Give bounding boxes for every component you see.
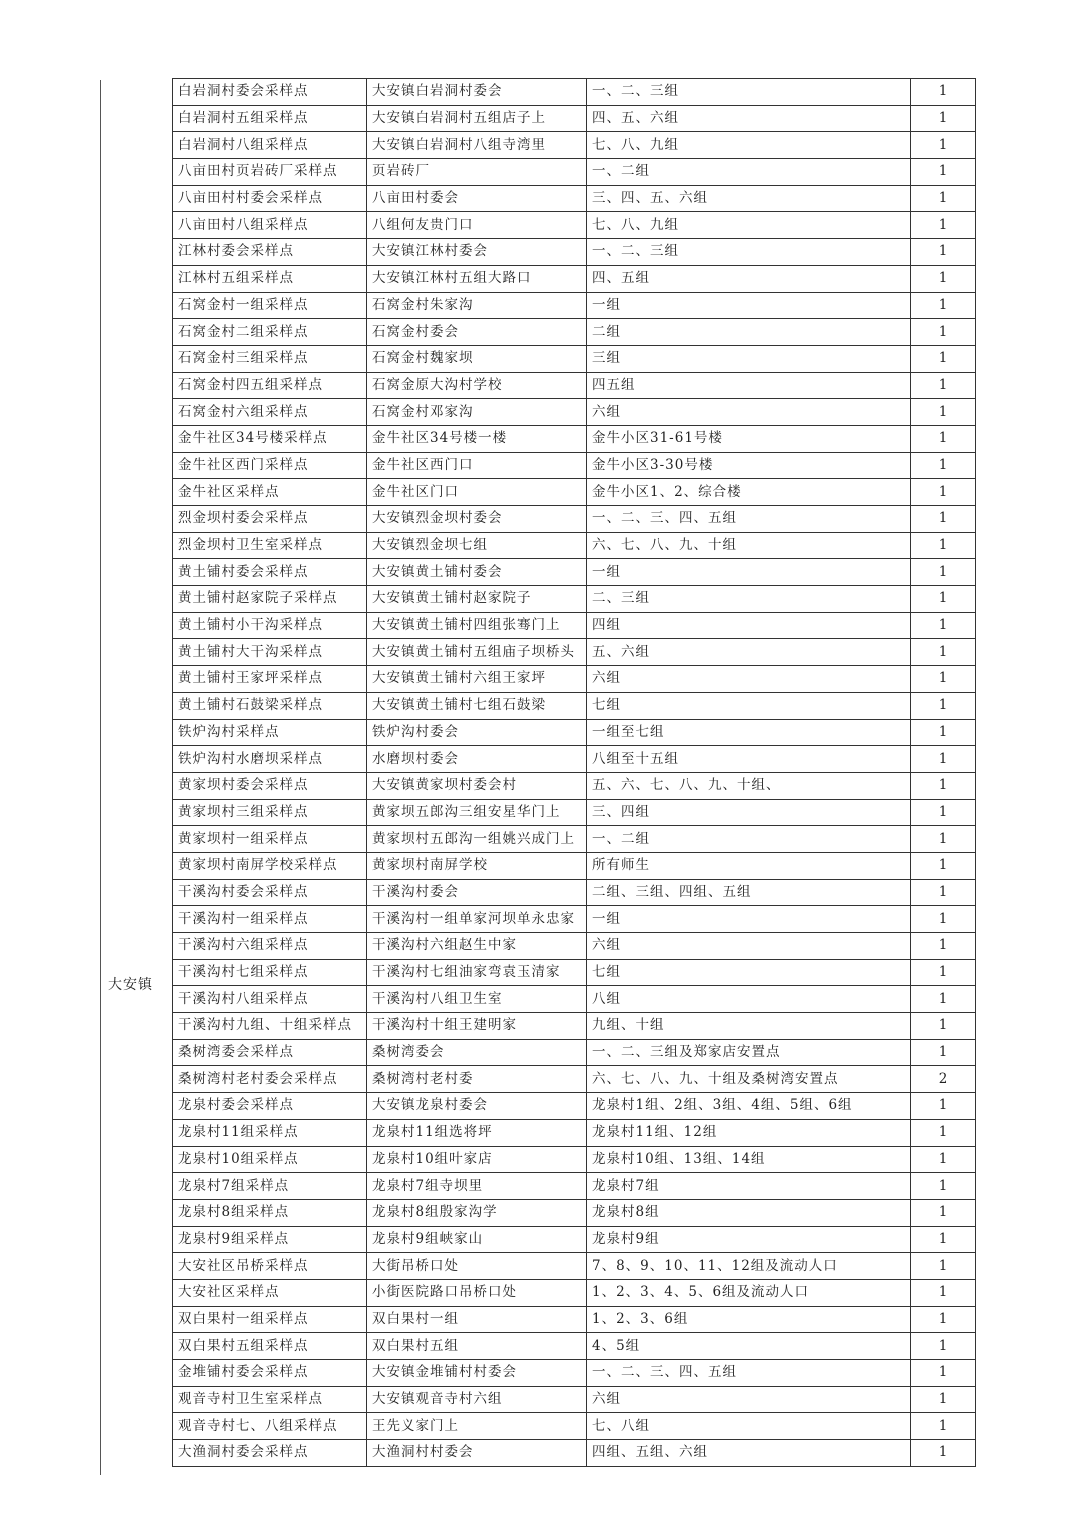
table-row (173, 1119, 976, 1146)
covered-groups: 一组 (587, 559, 911, 586)
point-count: 1 (911, 345, 976, 372)
sampling-point-name: 铁炉沟村水磨坝采样点 (173, 746, 367, 773)
sampling-point-name: 白岩洞村委会采样点 (173, 79, 367, 106)
sampling-location: 大安镇黄土铺村委会 (367, 559, 587, 586)
covered-groups: 7、8、9、10、11、12组及流动人口 (587, 1253, 911, 1280)
point-count: 1 (911, 1386, 976, 1413)
table-row (173, 852, 976, 879)
table-row (173, 372, 976, 399)
covered-groups: 4、5组 (587, 1333, 911, 1360)
covered-groups: 二、三组 (587, 586, 911, 613)
point-count: 1 (911, 1413, 976, 1440)
sampling-point-name: 黄土铺村石鼓梁采样点 (173, 692, 367, 719)
covered-groups: 一、二、三、四、五组 (587, 506, 911, 533)
sampling-location: 铁炉沟村委会 (367, 719, 587, 746)
sampling-location: 金牛社区门口 (367, 479, 587, 506)
sampling-location: 水磨坝村委会 (367, 746, 587, 773)
point-count: 1 (911, 586, 976, 613)
point-count: 1 (911, 1279, 976, 1306)
sampling-point-name: 黄土铺村大干沟采样点 (173, 639, 367, 666)
point-count: 1 (911, 425, 976, 452)
sampling-point-name: 干溪沟村一组采样点 (173, 906, 367, 933)
table-row (173, 1333, 976, 1360)
table-row (173, 1093, 976, 1120)
sampling-point-name: 石窝金村一组采样点 (173, 292, 367, 319)
sampling-point-name: 烈金坝村委会采样点 (173, 506, 367, 533)
sampling-point-name: 黄土铺村王家坪采样点 (173, 666, 367, 693)
covered-groups: 一、二、三组 (587, 239, 911, 266)
covered-groups: 一组至七组 (587, 719, 911, 746)
sampling-point-name: 江林村委会采样点 (173, 239, 367, 266)
sampling-point-name: 干溪沟村七组采样点 (173, 959, 367, 986)
sampling-location: 龙泉村8组殷家沟学 (367, 1199, 587, 1226)
table-row (173, 1173, 976, 1200)
sampling-point-name: 干溪沟村九组、十组采样点 (173, 1013, 367, 1040)
covered-groups: 龙泉村7组 (587, 1173, 911, 1200)
sampling-location: 大安镇黄土铺村赵家院子 (367, 586, 587, 613)
table-row (173, 1279, 976, 1306)
sampling-location: 大安镇龙泉村委会 (367, 1093, 587, 1120)
point-count: 1 (911, 933, 976, 960)
covered-groups: 七组 (587, 692, 911, 719)
point-count: 1 (911, 319, 976, 346)
table-row (173, 826, 976, 853)
sampling-location: 干溪沟村一组单家河坝单永忠家 (367, 906, 587, 933)
point-count: 1 (911, 746, 976, 773)
sampling-location: 石窝金村朱家沟 (367, 292, 587, 319)
table-row (173, 239, 976, 266)
table-row (173, 1386, 976, 1413)
table-row (173, 399, 976, 426)
sampling-point-name: 烈金坝村卫生室采样点 (173, 532, 367, 559)
table-row (173, 746, 976, 773)
covered-groups: 一组 (587, 292, 911, 319)
sampling-location: 干溪沟村六组赵生中家 (367, 933, 587, 960)
covered-groups: 四五组 (587, 372, 911, 399)
table-row (173, 1146, 976, 1173)
point-count: 1 (911, 799, 976, 826)
town-column-border (100, 80, 101, 1475)
covered-groups: 六、七、八、九、十组 (587, 532, 911, 559)
sampling-point-name: 干溪沟村委会采样点 (173, 879, 367, 906)
sampling-location: 双白果村一组 (367, 1306, 587, 1333)
table-row (173, 1253, 976, 1280)
covered-groups: 1、2、3、4、5、6组及流动人口 (587, 1279, 911, 1306)
sampling-location: 金牛社区西门口 (367, 452, 587, 479)
table-row (173, 906, 976, 933)
sampling-point-name: 干溪沟村六组采样点 (173, 933, 367, 960)
sampling-location: 大安镇金堆铺村村委会 (367, 1360, 587, 1387)
sampling-point-name: 白岩洞村八组采样点 (173, 132, 367, 159)
table-row (173, 1306, 976, 1333)
point-count: 1 (911, 1306, 976, 1333)
point-count: 1 (911, 532, 976, 559)
table-row (173, 772, 976, 799)
table-row (173, 986, 976, 1013)
sampling-location: 大安镇白岩洞村五组店子上 (367, 105, 587, 132)
table-row (173, 559, 976, 586)
point-count: 1 (911, 692, 976, 719)
sampling-point-name: 黄家坝村一组采样点 (173, 826, 367, 853)
covered-groups: 七组 (587, 959, 911, 986)
point-count: 1 (911, 1146, 976, 1173)
sampling-point-name: 白岩洞村五组采样点 (173, 105, 367, 132)
sampling-point-name: 桑树湾委会采样点 (173, 1039, 367, 1066)
point-count: 1 (911, 986, 976, 1013)
covered-groups: 八组至十五组 (587, 746, 911, 773)
table-row (173, 1013, 976, 1040)
sampling-location: 大安镇烈金坝村委会 (367, 506, 587, 533)
sampling-point-name: 石窝金村六组采样点 (173, 399, 367, 426)
sampling-location: 王先义家门上 (367, 1413, 587, 1440)
sampling-location: 黄家坝村南屏学校 (367, 852, 587, 879)
table-row (173, 612, 976, 639)
point-count: 1 (911, 132, 976, 159)
sampling-point-name: 八亩田村村委会采样点 (173, 185, 367, 212)
table-row (173, 1199, 976, 1226)
sampling-point-name: 黄土铺村赵家院子采样点 (173, 586, 367, 613)
point-count: 1 (911, 159, 976, 186)
table-row (173, 933, 976, 960)
point-count: 1 (911, 399, 976, 426)
table-row (173, 1066, 976, 1093)
table-row (173, 1360, 976, 1387)
sampling-location: 龙泉村7组寺坝里 (367, 1173, 587, 1200)
covered-groups: 三组 (587, 345, 911, 372)
point-count: 1 (911, 666, 976, 693)
covered-groups: 六组 (587, 1386, 911, 1413)
point-count: 1 (911, 292, 976, 319)
sampling-point-name: 桑树湾村老村委会采样点 (173, 1066, 367, 1093)
point-count: 1 (911, 1119, 976, 1146)
table-row (173, 1440, 976, 1467)
sampling-point-name: 石窝金村三组采样点 (173, 345, 367, 372)
table-row (173, 666, 976, 693)
table-row (173, 212, 976, 239)
sampling-location: 石窝金村委会 (367, 319, 587, 346)
sampling-location: 大安镇黄家坝村委会村 (367, 772, 587, 799)
sampling-point-name: 干溪沟村八组采样点 (173, 986, 367, 1013)
sampling-point-name: 黄家坝村委会采样点 (173, 772, 367, 799)
sampling-location: 大渔洞村村委会 (367, 1440, 587, 1467)
covered-groups: 八组 (587, 986, 911, 1013)
covered-groups: 五、六、七、八、九、十组、 (587, 772, 911, 799)
sampling-location: 金牛社区34号楼一楼 (367, 425, 587, 452)
point-count: 1 (911, 959, 976, 986)
covered-groups: 一组 (587, 906, 911, 933)
sampling-location: 石窝金村魏家坝 (367, 345, 587, 372)
table-row (173, 452, 976, 479)
covered-groups: 六组 (587, 399, 911, 426)
table-row (173, 799, 976, 826)
sampling-point-name: 观音寺村卫生室采样点 (173, 1386, 367, 1413)
sampling-location: 龙泉村10组叶家店 (367, 1146, 587, 1173)
table-row (173, 185, 976, 212)
sampling-point-name: 双白果村一组采样点 (173, 1306, 367, 1333)
point-count: 1 (911, 239, 976, 266)
covered-groups: 七、八、九组 (587, 212, 911, 239)
sampling-location: 桑树湾村老村委 (367, 1066, 587, 1093)
sampling-point-name: 金堆铺村委会采样点 (173, 1360, 367, 1387)
sampling-point-name: 黄土铺村委会采样点 (173, 559, 367, 586)
table-row (173, 532, 976, 559)
town-name: 大安镇 (108, 977, 153, 993)
sampling-location: 大安镇白岩洞村委会 (367, 79, 587, 106)
sampling-point-name: 金牛社区34号楼采样点 (173, 425, 367, 452)
covered-groups: 龙泉村8组 (587, 1199, 911, 1226)
covered-groups: 二组、三组、四组、五组 (587, 879, 911, 906)
covered-groups: 一、二组 (587, 826, 911, 853)
covered-groups: 1、2、3、6组 (587, 1306, 911, 1333)
sampling-location: 大安镇江林村委会 (367, 239, 587, 266)
sampling-location: 双白果村五组 (367, 1333, 587, 1360)
sampling-location: 大安镇黄土铺村六组王家坪 (367, 666, 587, 693)
covered-groups: 一、二、三组及郑家店安置点 (587, 1039, 911, 1066)
sampling-point-name: 金牛社区西门采样点 (173, 452, 367, 479)
sampling-location: 大安镇黄土铺村五组庙子坝桥头 (367, 639, 587, 666)
point-count: 1 (911, 719, 976, 746)
table-row (173, 639, 976, 666)
point-count: 1 (911, 452, 976, 479)
sampling-location: 桑树湾委会 (367, 1039, 587, 1066)
sampling-location: 黄家坝五郎沟三组安星华门上 (367, 799, 587, 826)
sampling-location: 干溪沟村八组卫生室 (367, 986, 587, 1013)
covered-groups: 四、五组 (587, 265, 911, 292)
covered-groups: 三、四组 (587, 799, 911, 826)
point-count: 1 (911, 79, 976, 106)
point-count: 1 (911, 826, 976, 853)
sampling-point-name: 大安社区吊桥采样点 (173, 1253, 367, 1280)
covered-groups: 六、七、八、九、十组及桑树湾安置点 (587, 1066, 911, 1093)
sampling-location: 干溪沟村十组王建明家 (367, 1013, 587, 1040)
table-row (173, 692, 976, 719)
table-row (173, 105, 976, 132)
point-count: 1 (911, 1039, 976, 1066)
sampling-location: 八亩田村委会 (367, 185, 587, 212)
point-count: 1 (911, 265, 976, 292)
covered-groups: 二组 (587, 319, 911, 346)
sampling-point-name: 黄家坝村三组采样点 (173, 799, 367, 826)
sampling-location: 石窝金村邓家沟 (367, 399, 587, 426)
sampling-location: 八组何友贵门口 (367, 212, 587, 239)
table-row (173, 1413, 976, 1440)
covered-groups: 龙泉村11组、12组 (587, 1119, 911, 1146)
sampling-location: 大街吊桥口处 (367, 1253, 587, 1280)
point-count: 1 (911, 105, 976, 132)
point-count: 1 (911, 559, 976, 586)
table-row (173, 425, 976, 452)
sampling-point-name: 大安社区采样点 (173, 1279, 367, 1306)
covered-groups: 六组 (587, 933, 911, 960)
covered-groups: 四组 (587, 612, 911, 639)
sampling-points-table (172, 78, 976, 1467)
sampling-point-name: 金牛社区采样点 (173, 479, 367, 506)
sampling-point-name: 龙泉村10组采样点 (173, 1146, 367, 1173)
point-count: 1 (911, 1173, 976, 1200)
point-count: 1 (911, 1226, 976, 1253)
covered-groups: 一、二、三组 (587, 79, 911, 106)
sampling-location: 大安镇江林村五组大路口 (367, 265, 587, 292)
point-count: 1 (911, 372, 976, 399)
covered-groups: 龙泉村1组、2组、3组、4组、5组、6组 (587, 1093, 911, 1120)
covered-groups: 五、六组 (587, 639, 911, 666)
table-row (173, 479, 976, 506)
covered-groups: 九组、十组 (587, 1013, 911, 1040)
covered-groups: 三、四、五、六组 (587, 185, 911, 212)
point-count: 1 (911, 506, 976, 533)
table-row (173, 1226, 976, 1253)
table-row (173, 345, 976, 372)
sampling-point-name: 观音寺村七、八组采样点 (173, 1413, 367, 1440)
covered-groups: 龙泉村10组、13组、14组 (587, 1146, 911, 1173)
point-count: 1 (911, 639, 976, 666)
covered-groups: 金牛小区3-30号楼 (587, 452, 911, 479)
table-row (173, 265, 976, 292)
sampling-point-name: 江林村五组采样点 (173, 265, 367, 292)
sampling-location: 龙泉村11组选将坪 (367, 1119, 587, 1146)
table-body (173, 79, 976, 1467)
sampling-location: 大安镇烈金坝七组 (367, 532, 587, 559)
sampling-point-name: 双白果村五组采样点 (173, 1333, 367, 1360)
covered-groups: 一、二组 (587, 159, 911, 186)
sampling-point-name: 龙泉村委会采样点 (173, 1093, 367, 1120)
sampling-point-name: 龙泉村7组采样点 (173, 1173, 367, 1200)
point-count: 2 (911, 1066, 976, 1093)
sampling-location: 黄家坝村五郎沟一组姚兴成门上 (367, 826, 587, 853)
sampling-location: 大安镇观音寺村六组 (367, 1386, 587, 1413)
covered-groups: 所有师生 (587, 852, 911, 879)
point-count: 1 (911, 1333, 976, 1360)
covered-groups: 七、八、九组 (587, 132, 911, 159)
sampling-point-name: 八亩田村八组采样点 (173, 212, 367, 239)
point-count: 1 (911, 479, 976, 506)
sampling-point-name: 龙泉村8组采样点 (173, 1199, 367, 1226)
sampling-location: 大安镇黄土铺村四组张骞门上 (367, 612, 587, 639)
point-count: 1 (911, 1360, 976, 1387)
sampling-location: 大安镇白岩洞村八组寺湾里 (367, 132, 587, 159)
sampling-point-name: 石窝金村二组采样点 (173, 319, 367, 346)
table-row (173, 132, 976, 159)
table-row (173, 506, 976, 533)
sampling-location: 石窝金原大沟村学校 (367, 372, 587, 399)
point-count: 1 (911, 1013, 976, 1040)
table-row (173, 959, 976, 986)
point-count: 1 (911, 1199, 976, 1226)
sampling-point-name: 大渔洞村委会采样点 (173, 1440, 367, 1467)
sampling-point-name: 石窝金村四五组采样点 (173, 372, 367, 399)
covered-groups: 一、二、三、四、五组 (587, 1360, 911, 1387)
table-row (173, 719, 976, 746)
covered-groups: 金牛小区31-61号楼 (587, 425, 911, 452)
point-count: 1 (911, 1093, 976, 1120)
table-row (173, 292, 976, 319)
sampling-location: 小街医院路口吊桥口处 (367, 1279, 587, 1306)
point-count: 1 (911, 1440, 976, 1467)
covered-groups: 四组、五组、六组 (587, 1440, 911, 1467)
point-count: 1 (911, 879, 976, 906)
point-count: 1 (911, 612, 976, 639)
sampling-point-name: 铁炉沟村采样点 (173, 719, 367, 746)
sampling-location: 龙泉村9组峡家山 (367, 1226, 587, 1253)
sampling-location: 页岩砖厂 (367, 159, 587, 186)
table-row (173, 879, 976, 906)
point-count: 1 (911, 852, 976, 879)
point-count: 1 (911, 212, 976, 239)
table-row (173, 1039, 976, 1066)
sampling-point-name: 龙泉村9组采样点 (173, 1226, 367, 1253)
point-count: 1 (911, 1253, 976, 1280)
sampling-location: 干溪沟村七组油家弯袁玉清家 (367, 959, 587, 986)
covered-groups: 四、五、六组 (587, 105, 911, 132)
point-count: 1 (911, 185, 976, 212)
covered-groups: 龙泉村9组 (587, 1226, 911, 1253)
sampling-point-name: 龙泉村11组采样点 (173, 1119, 367, 1146)
point-count: 1 (911, 906, 976, 933)
table-row (173, 319, 976, 346)
table-row (173, 79, 976, 106)
covered-groups: 六组 (587, 666, 911, 693)
covered-groups: 金牛小区1、2、综合楼 (587, 479, 911, 506)
table-row (173, 159, 976, 186)
sampling-point-name: 黄家坝村南屏学校采样点 (173, 852, 367, 879)
sampling-point-name: 黄土铺村小干沟采样点 (173, 612, 367, 639)
sampling-location: 干溪沟村委会 (367, 879, 587, 906)
covered-groups: 七、八组 (587, 1413, 911, 1440)
point-count: 1 (911, 772, 976, 799)
sampling-location: 大安镇黄土铺村七组石鼓梁 (367, 692, 587, 719)
table-row (173, 586, 976, 613)
sampling-point-name: 八亩田村页岩砖厂采样点 (173, 159, 367, 186)
